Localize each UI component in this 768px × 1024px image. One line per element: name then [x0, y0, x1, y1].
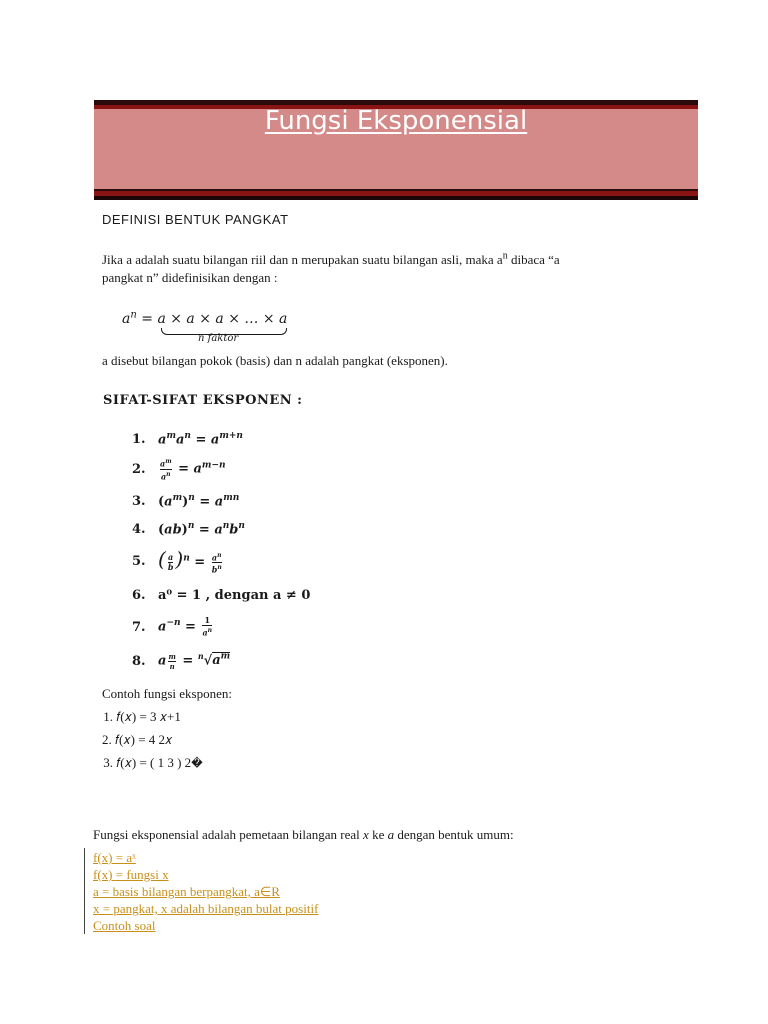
property-number: 5. — [132, 553, 146, 569]
property-number: 4. — [132, 521, 146, 537]
formula-lhs-sup: n — [130, 309, 137, 321]
property-5 — [132, 548, 224, 574]
property-expression: $a^ma^n = a^{m+n}$ — [158, 430, 243, 448]
property-expression: a $\frac{m}{n}$ = $^n√a^m$ — [158, 651, 231, 671]
quote-bar — [84, 848, 85, 934]
property-expression: $(a^m)^n = a^{mn}$ — [158, 492, 240, 510]
definition-line2-text: pangkat n” didefinisikan dengan : — [102, 270, 278, 285]
summary-intro-text: Fungsi eksponensial adalah pemetaan bilangan real — [93, 827, 364, 842]
link-contoh-soal[interactable]: Contoh soal — [93, 918, 156, 933]
property-1 — [132, 426, 243, 452]
property-7 — [132, 614, 214, 640]
examples-heading: Contoh fungsi eksponen: — [102, 686, 232, 701]
property-number: 8. — [132, 653, 146, 669]
property-expression: $\frac{a^m}{a^n}$ = $a^{m-n}$ — [160, 457, 226, 482]
property-expression: ( $\frac{a}{b}$ )$^n$ = $\frac{a^n}{b^n}$ — [158, 547, 222, 575]
fraction: $\frac{a}{b}$ — [167, 552, 174, 573]
property-expression: a⁰ = 1 , dengan a ≠ 0 — [158, 587, 311, 603]
formula-lhs: a — [122, 311, 131, 327]
summary-intro — [93, 826, 514, 844]
formula-underbrace-label: n faktor — [198, 333, 239, 344]
link-function-x[interactable]: f(x) = fungsi x — [93, 867, 169, 882]
example-3: 3. 𝑓(𝑥) = ( 1 3 ) 2� — [100, 755, 203, 770]
section-heading: DEFINISI BENTUK PANGKAT — [102, 212, 289, 227]
summary-intro-post: dengan bentuk umum: — [394, 827, 514, 842]
property-number: 7. — [132, 619, 146, 635]
property-number: 1. — [132, 431, 146, 447]
link-basis[interactable]: a = basis bilangan berpangkat, a∈R — [93, 884, 280, 899]
example-1: 1. 𝑓(𝑥) = 3 𝑥+1 — [100, 709, 181, 724]
title-banner — [94, 100, 698, 200]
basis-note: a disebut bilangan pokok (basis) dan n adalah pangkat (eksponen). — [102, 353, 448, 368]
power-definition-formula — [122, 311, 287, 327]
example-2: 2. 𝑓(𝑥) = 4 2𝑥 — [102, 732, 173, 747]
property-6 — [132, 582, 310, 608]
sifat-heading: SIFAT-SIFAT EKSPONEN : — [103, 393, 303, 408]
banner-stripe-bottom — [94, 196, 698, 200]
property-expression: $(ab)^n = a^nb^n$ — [158, 520, 245, 538]
formula-rhs: = a × a × a × … × a — [141, 311, 288, 327]
fraction: $\frac{m}{n}$ — [168, 652, 176, 671]
fraction: $\frac{a^n}{b^n}$ — [211, 551, 222, 575]
property-expression: $a^{-n}$ = $\frac{1}{a^n}$ — [158, 615, 213, 638]
summary-intro-a: a — [387, 827, 395, 842]
property-3 — [132, 488, 239, 514]
link-general-form[interactable]: f(x) = aˣ — [93, 850, 136, 865]
fraction: $\frac{1}{a^n}$ — [202, 615, 213, 638]
property-number: 3. — [132, 493, 146, 509]
property-number: 2. — [132, 461, 146, 477]
property-8 — [132, 648, 230, 674]
summary-links — [93, 849, 318, 934]
property-4 — [132, 516, 245, 542]
link-exponent[interactable]: x = pangkat, x adalah bilangan bulat positif — [93, 901, 319, 916]
definition-line1-post: dibaca “a — [507, 252, 560, 267]
summary-intro-x: x — [363, 827, 369, 842]
definition-line1-text: Jika a adalah suatu bilangan riil dan n merupakan suatu bilangan asli, maka a — [102, 252, 503, 267]
property-2 — [132, 456, 226, 482]
property-number: 6. — [132, 587, 146, 603]
definition-line1-sup: n — [502, 250, 508, 262]
summary-intro-mid: ke — [368, 827, 388, 842]
page-title: Fungsi Eksponensial — [264, 106, 528, 136]
fraction: $\frac{a^m}{a^n}$ — [160, 457, 172, 482]
definition-paragraph — [102, 251, 702, 287]
